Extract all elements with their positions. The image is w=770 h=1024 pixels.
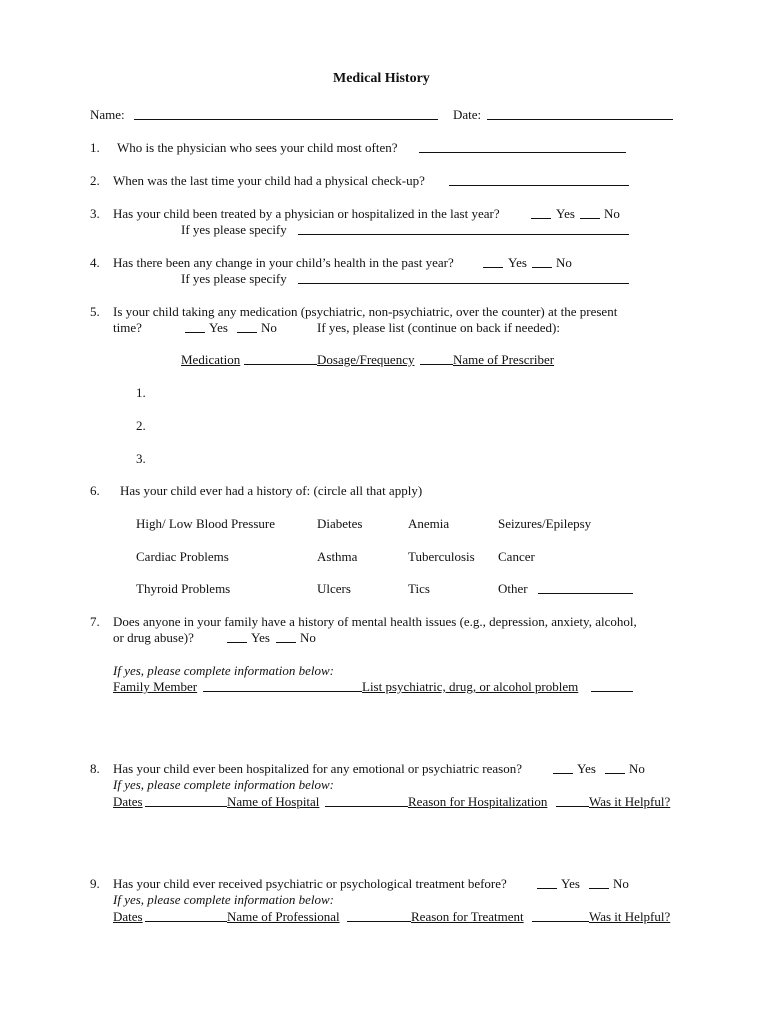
question-5-text-line2: time? <box>113 320 142 335</box>
header-rule <box>325 806 408 807</box>
condition-seizures-epilepsy[interactable]: Seizures/Epilepsy <box>498 516 592 531</box>
condition-high-low-blood-pressure[interactable]: High/ Low Blood Pressure <box>136 516 276 531</box>
question-1-number: 1. <box>90 140 100 155</box>
question-4-specify-field[interactable] <box>298 283 629 284</box>
question-3-yes-label: Yes <box>556 206 575 221</box>
hospital-name-header: Name of Hospital <box>227 794 320 809</box>
condition-ulcers[interactable]: Ulcers <box>317 581 351 596</box>
question-9-instructions: If yes, please complete information below: <box>113 892 334 907</box>
dates-header: Dates <box>113 794 143 809</box>
header-rule <box>532 921 589 922</box>
question-9-no-blank[interactable] <box>589 888 609 889</box>
question-6-number: 6. <box>90 483 100 498</box>
question-2-number: 2. <box>90 173 100 188</box>
page-title: Medical History <box>333 71 430 86</box>
condition-tics[interactable]: Tics <box>408 581 430 596</box>
header-rule <box>591 691 633 692</box>
question-7-text-line1: Does anyone in your family have a history of mental health issues (e.g., depression, anxiety, alcohol, <box>113 614 637 629</box>
question-3-specify-field[interactable] <box>298 234 629 235</box>
question-5-list-note: If yes, please list (continue on back if needed): <box>317 320 560 335</box>
condition-asthma[interactable]: Asthma <box>317 549 358 564</box>
header-rule <box>347 921 411 922</box>
question-8-yes-label: Yes <box>577 761 596 776</box>
question-2-text: When was the last time your child had a physical check-up? <box>113 173 425 188</box>
question-5-no-label: No <box>261 320 277 335</box>
header-rule <box>556 806 589 807</box>
condition-tuberculosis[interactable]: Tuberculosis <box>408 549 475 564</box>
question-3-no-blank[interactable] <box>580 218 600 219</box>
question-4-no-blank[interactable] <box>532 267 552 268</box>
condition-thyroid-problems[interactable]: Thyroid Problems <box>136 581 231 596</box>
dosage-frequency-header: Dosage/Frequency <box>317 352 415 367</box>
question-6-text: Has your child ever had a history of: (circle all that apply) <box>120 483 423 498</box>
medication-row-2[interactable]: 2. <box>136 418 146 433</box>
header-rule <box>145 806 227 807</box>
question-8-number: 8. <box>90 761 100 776</box>
name-field[interactable] <box>134 119 438 120</box>
question-3-text: Has your child been treated by a physician or hospitalized in the last year? <box>113 206 500 221</box>
question-7-no-blank[interactable] <box>276 642 296 643</box>
condition-anemia[interactable]: Anemia <box>408 516 450 531</box>
question-9-text: Has your child ever received psychiatric or psychological treatment before? <box>113 876 507 891</box>
question-7-number: 7. <box>90 614 100 629</box>
question-4-yes-blank[interactable] <box>483 267 503 268</box>
header-rule <box>203 691 362 692</box>
medication-row-1[interactable]: 1. <box>136 385 146 400</box>
medication-header: Medication <box>181 352 241 367</box>
question-7-yes-blank[interactable] <box>227 642 247 643</box>
question-3-yes-blank[interactable] <box>531 218 551 219</box>
condition-other[interactable]: Other <box>498 581 528 596</box>
dates-header: Dates <box>113 909 143 924</box>
hospitalization-reason-header: Reason for Hospitalization <box>408 794 548 809</box>
question-1-answer-field[interactable] <box>419 152 626 153</box>
question-4-yes-label: Yes <box>508 255 527 270</box>
question-8-no-blank[interactable] <box>605 773 625 774</box>
family-member-header: Family Member <box>113 679 198 694</box>
question-7-instructions: If yes, please complete information below: <box>113 663 334 678</box>
condition-cancer[interactable]: Cancer <box>498 549 535 564</box>
professional-name-header: Name of Professional <box>227 909 340 924</box>
question-3-no-label: No <box>604 206 620 221</box>
condition-cardiac-problems[interactable]: Cardiac Problems <box>136 549 229 564</box>
question-1-text: Who is the physician who sees your child most often? <box>117 140 398 155</box>
question-9-number: 9. <box>90 876 100 891</box>
question-5-number: 5. <box>90 304 100 319</box>
question-3-number: 3. <box>90 206 100 221</box>
problem-header: List psychiatric, drug, or alcohol problem <box>362 679 579 694</box>
question-8-no-label: No <box>629 761 645 776</box>
condition-other-field[interactable] <box>538 593 633 594</box>
question-2-answer-field[interactable] <box>449 185 629 186</box>
question-4-no-label: No <box>556 255 572 270</box>
question-5-text-line1: Is your child taking any medication (psychiatric, non-psychiatric, over the counter) at the present <box>113 304 618 319</box>
medication-row-3[interactable]: 3. <box>136 451 146 466</box>
prescriber-header: Name of Prescriber <box>453 352 555 367</box>
question-9-no-label: No <box>613 876 629 891</box>
date-label: Date: <box>453 107 482 122</box>
question-9-yes-blank[interactable] <box>537 888 557 889</box>
question-5-yes-blank[interactable] <box>185 332 205 333</box>
question-3-specify-label: If yes please specify <box>181 222 287 237</box>
treatment-reason-header: Reason for Treatment <box>411 909 524 924</box>
question-7-text-line2: or drug abuse)? <box>113 630 194 645</box>
header-rule <box>420 364 453 365</box>
question-8-instructions: If yes, please complete information below: <box>113 777 334 792</box>
question-8-text: Has your child ever been hospitalized for any emotional or psychiatric reason? <box>113 761 522 776</box>
question-5-yes-label: Yes <box>209 320 228 335</box>
question-4-text: Has there been any change in your child’s health in the past year? <box>113 255 454 270</box>
header-rule <box>145 921 227 922</box>
question-5-no-blank[interactable] <box>237 332 257 333</box>
question-8-yes-blank[interactable] <box>553 773 573 774</box>
treatment-helpful-header: Was it Helpful? <box>589 909 671 924</box>
question-4-number: 4. <box>90 255 100 270</box>
question-4-specify-label: If yes please specify <box>181 271 287 286</box>
question-7-no-label: No <box>300 630 316 645</box>
question-7-yes-label: Yes <box>251 630 270 645</box>
hospital-helpful-header: Was it Helpful? <box>589 794 671 809</box>
date-field[interactable] <box>487 119 673 120</box>
header-rule <box>244 364 317 365</box>
question-9-yes-label: Yes <box>561 876 580 891</box>
name-label: Name: <box>90 107 125 122</box>
condition-diabetes[interactable]: Diabetes <box>317 516 363 531</box>
